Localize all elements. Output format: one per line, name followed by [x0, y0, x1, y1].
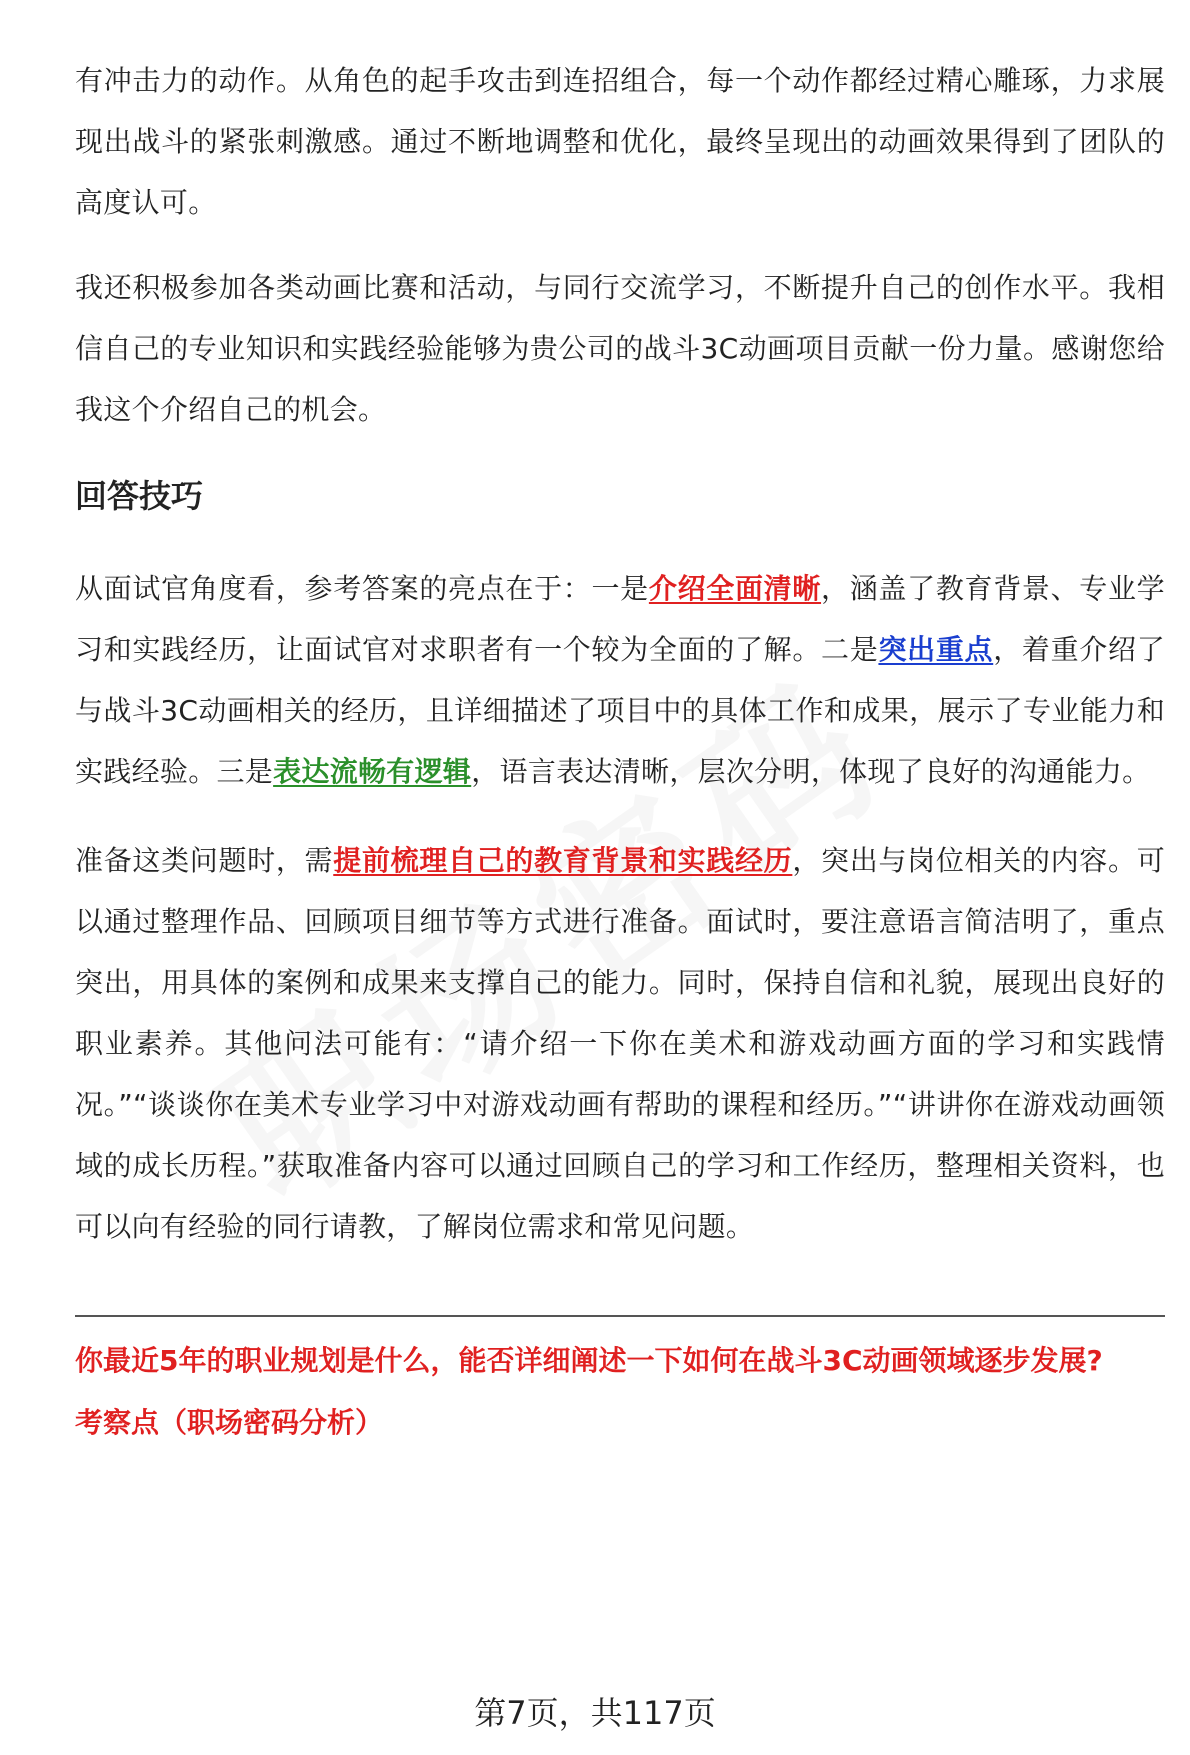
- assessment-label: 考察点（职场密码分析）: [75, 1406, 384, 1439]
- section-divider: [75, 1315, 1165, 1317]
- tips-text: ，涵盖了教育背景、专业学习和实践经历，让面试官对求职者有一个较为全面的了解。二是: [75, 572, 1165, 666]
- tips-paragraph-2: [75, 830, 1165, 1257]
- intro-paragraph-1: 有冲击力的动作。从角色的起手攻击到连招组合，每一个动作都经过精心雕琢，力求展现出战斗的紧张刺激感。通过不断地调整和优化，最终呈现出的动画效果得到了团队的高度认可。: [75, 64, 1165, 219]
- document-page: [75, 50, 1165, 1441]
- highlight-prepare: 提前梳理自己的教育背景和实践经历: [333, 844, 793, 877]
- tips-text: ，突出与岗位相关的内容。可以通过整理作品、回顾项目细节等方式进行准备。面试时，要注意语言简洁明了，重点突出，用具体的案例和成果来支撑自己的能力。同时，保持自信和礼貌，展现出良好的职业素养。其他问法可能有：“请介绍一下你在美术和游戏动画方面的学习和实践情况。”“谈谈你在美术专业学习中对游戏动画有帮助的课程和经历。”“讲讲你在游戏动画领域的成长历程。”获取准备内容可以通过回顾自己的学习和工作经历，整理相关资料，也可以向有经验的同行请教，了解岗位需求和常见问题。: [75, 844, 1165, 1243]
- highlight-comprehensive: 介绍全面清晰: [648, 572, 822, 605]
- highlight-focus: 突出重点: [878, 633, 994, 666]
- section-title: 回答技巧: [75, 477, 204, 515]
- tips-text: ，着重介绍了与战斗3C动画相关的经历，且详细描述了项目中的具体工作和成果，展示了专业能力和实践经验。三是: [75, 633, 1165, 788]
- tips-text: ，语言表达清晰，层次分明，体现了良好的沟通能力。: [471, 755, 1151, 788]
- highlight-logic: 表达流畅有逻辑: [273, 755, 472, 788]
- tips-text: 从面试官角度看，参考答案的亮点在于：一是: [75, 572, 649, 605]
- page-number: 第7页，共117页: [474, 1694, 716, 1732]
- intro-paragraph-2: 我还积极参加各类动画比赛和活动，与同行交流学习，不断提升自己的创作水平。我相信自己的专业知识和实践经验能够为贵公司的战斗3C动画项目贡献一份力量。感谢您给我这个介绍自己的机会。: [75, 271, 1165, 426]
- next-question: 你最近5年的职业规划是什么，能否详细阐述一下如何在战斗3C动画领域逐步发展?: [75, 1344, 1103, 1377]
- tips-text: 准备这类问题时，需: [75, 844, 334, 877]
- tips-paragraph-1: [75, 558, 1165, 802]
